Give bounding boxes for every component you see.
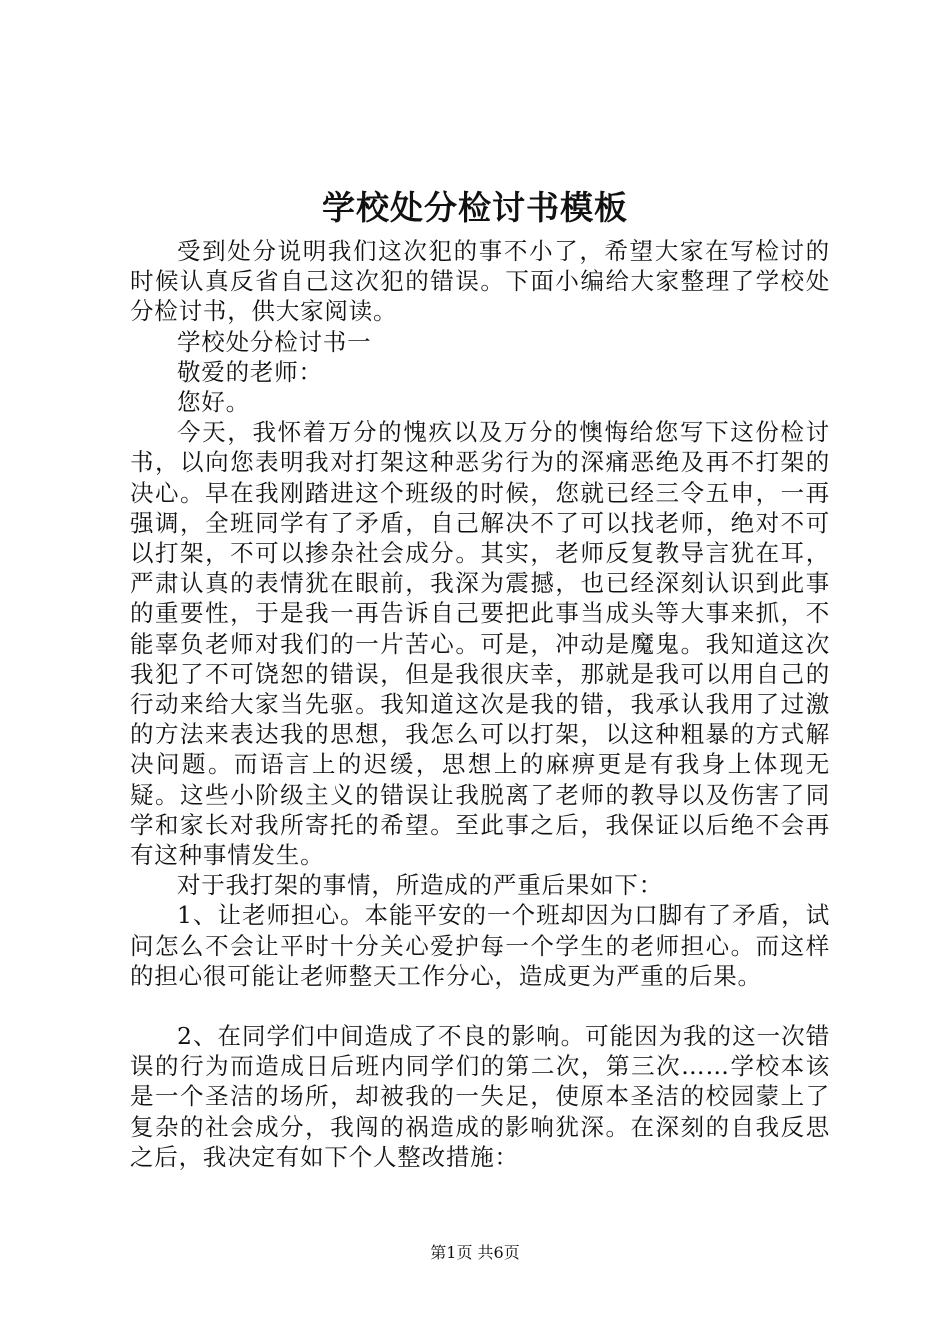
document-body <box>130 236 830 1172</box>
greeting: 您好。 <box>177 388 250 417</box>
consequence-item-1: 1、让老师担心。本能平安的一个班却因为口脚有了矛盾，试问怎么不会让平时十分关心爱护每一个学生的老师担心。而这样的担心很可能让老师整天工作分心，造成更为严重的后果。 <box>130 901 830 990</box>
document-title: 学校处分检讨书模板 <box>322 188 628 227</box>
section-heading: 学校处分检讨书一 <box>177 327 372 356</box>
page-footer: 第1页 共6页 <box>430 1243 520 1262</box>
intro-paragraph: 受到处分说明我们这次犯的事不小了，希望大家在写检讨的时候认真反省自己这次犯的错误。下面小编给大家整理了学校处分检讨书，供大家阅读。 <box>130 237 830 326</box>
salutation: 敬爱的老师： <box>177 357 323 386</box>
body-paragraph: 今天，我怀着万分的愧疚以及万分的懊悔给您写下这份检讨书，以向您表明我对打架这种恶劣行为的深痛恶绝及再不打架的决心。早在我刚踏进这个班级的时候，您就已经三令五申，一再强调，全班同学有了矛盾，自己解决不了可以找老师，绝对不可以打架，不可以掺杂社会成分。其实，老师反复教导言犹在耳，严肃认真的表情犹在眼前，我深为震撼，也已经深刻认识到此事的重要性，于是我一再告诉自己要把此事当成头等大事来抓，不能辜负老师对我们的一片苦心。可是，冲动是魔鬼。我知道这次我犯了不可饶恕的错误，但是我很庆幸，那就是我可以用自己的行动来给大家当先驱。我知道这次是我的错，我承认我用了过激的方法来表达我的思想，我怎么可以打架，以这种粗暴的方式解决问题。而语言上的迟缓，思想上的麻痹更是有我身上体现无疑。这些小阶级主义的错误让我脱离了老师的教导以及伤害了同学和家长对我所寄托的希望。至此事之后，我保证以后绝不会再有这种事情发生。 <box>130 418 830 870</box>
consequence-item-2: 2、在同学们中间造成了不良的影响。可能因为我的这一次错误的行为而造成日后班内同学们的第二次，第三次……学校本该是一个圣洁的场所，却被我的一失足，使原本圣洁的校园蒙上了复杂的社会成分，我闯的祸造成的影响犹深。在深刻的自我反思之后，我决定有如下个人整改措施： <box>130 1022 830 1171</box>
consequences-intro: 对于我打架的事情，所造成的严重后果如下： <box>177 871 663 900</box>
